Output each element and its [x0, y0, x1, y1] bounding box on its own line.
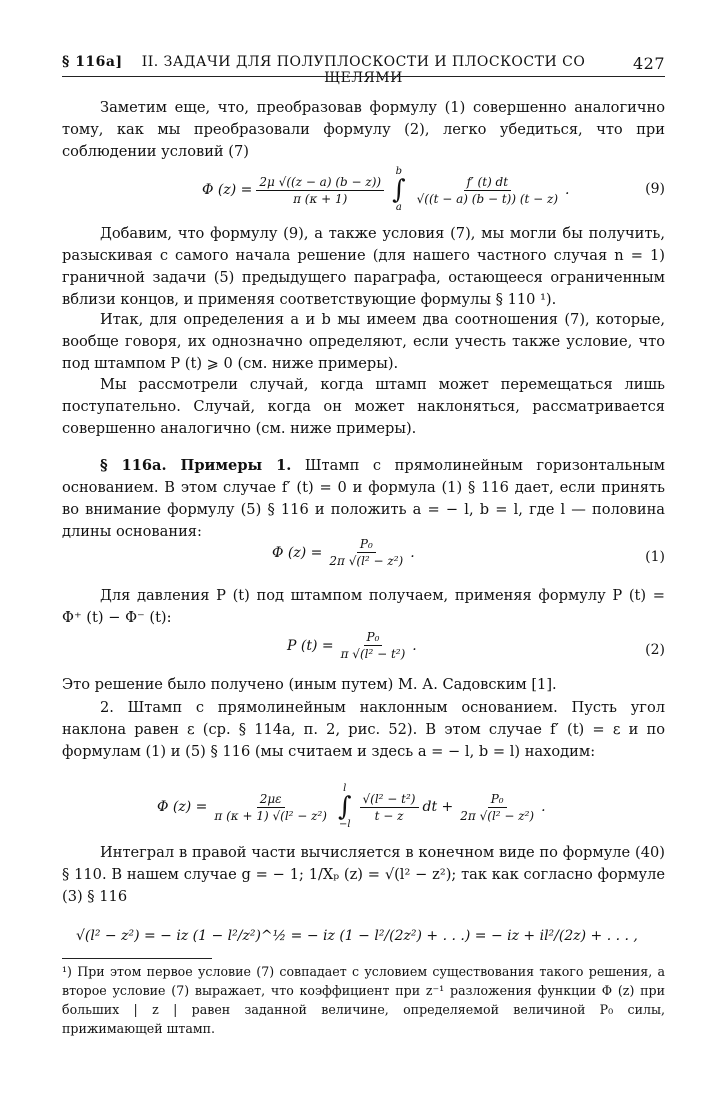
page-number: 427: [632, 54, 665, 73]
paragraph-1: Заметим еще, что, преобразовав формулу (1) совершенно аналогично тому, как мы преобразовали формулу (2), легко убедиться, что при соблюдении условий (7): [62, 99, 665, 160]
formula-9-integrand: [414, 175, 561, 206]
integral-2-upper: l: [343, 783, 347, 794]
formula-3-lhs: Φ (z) =: [157, 799, 208, 815]
equation-number-2: (2): [645, 642, 665, 658]
formula-4-expression: √(l² − z²) = − iz (1 − l²/z²)^½ = − iz (1 − l²/(2z²) + . . .) = − iz + il²/(2z) + . . . ,: [76, 928, 638, 944]
header-rule: [62, 76, 665, 77]
formula-1-lhs: Φ (z) =: [272, 544, 323, 561]
footnote: ¹) При этом первое условие (7) совпадает с условием существования такого решения, а второе условие (7) выражает, что коэффициент при z⁻¹ разложения функции Φ (z) при больших | z | равен заданной величине, определяемой величиной P₀ силы, прижимающей штамп.: [62, 964, 665, 1036]
paragraph-4: Мы рассмотрели случай, когда штамп может перемещаться лишь поступательно. Случай, когда он может наклоняться, рассматривается совершенно аналогично (см. ниже примеры).: [62, 376, 665, 437]
formula-4: [62, 924, 665, 954]
equation-number-1: (1): [645, 549, 665, 565]
paragraph-3: Итак, для определения a и b мы имеем два соотношения (7), которые, вообще говоря, их однозначно определяют, если учесть также условие, что под штампом P (t) ⩾ 0 (см. ниже примеры).: [62, 311, 665, 372]
equation-number-9: (9): [645, 181, 665, 197]
header-title: II. ЗАДАЧИ ДЛЯ ПОЛУПЛОСКОСТИ И ПЛОСКОСТИ СО ЩЕЛЯМИ: [141, 54, 586, 86]
formula-3-term-den: 2π √(l² − z²): [460, 808, 535, 823]
formula-9-tail: .: [565, 182, 570, 198]
running-header: [62, 54, 665, 86]
formula-9-lhs: Φ (z) =: [202, 182, 253, 198]
formula-1-tail: .: [410, 544, 415, 561]
formula-2-fraction: [338, 630, 409, 661]
paragraph-9: Интеграл в правой части вычисляется в конечном виде по формуле (40) § 110. В нашем случае g = − 1; 1/Xₚ (z) = √(l² − z²); так как согласно формуле (3) § 116: [62, 844, 665, 905]
paragraph-5: [62, 455, 665, 543]
formula-3-int-num: √(l² − t²): [360, 792, 419, 808]
formula-2-tail: .: [412, 637, 417, 654]
formula-9-coef-den: π (κ + 1): [293, 191, 348, 206]
formula-3-coef: [211, 792, 330, 823]
integral-2-lower: −l: [338, 819, 351, 830]
formula-9-coef: [256, 175, 384, 206]
integral-sign: b ∫ a: [392, 166, 406, 213]
formula-1-fraction: [326, 537, 406, 568]
formula-3-int-den: t − z: [374, 808, 404, 823]
integral-sign-2: l ∫ −l: [337, 783, 352, 830]
formula-1-num: P₀: [357, 537, 376, 553]
header-section: § 116а]: [62, 54, 123, 70]
integral-lower: a: [395, 202, 402, 213]
paragraph-2: Добавим, что формулу (9), а также условия (7), мы могли бы получить, разыскивая с самого начала решение (для нашего частного случая n = 1) граничной задачи (5) предыдущего параграфа, остающееся ограниченным вблизи концов, и применяя соответствующие формулы § 110 ¹).: [62, 225, 665, 308]
formula-1-den: 2π √(l² − z²): [329, 554, 404, 568]
formula-9: [62, 163, 665, 221]
formula-2-den: π √(l² − t²): [340, 647, 406, 661]
paragraph-8: 2. Штамп с прямолинейным наклонным основанием. Пусть угол наклона равен ε (ср. § 114а, п. 2, рис. 52). В этом случае f′ (t) = ε и по формулам (1) и (5) § 116 (мы считаем и здесь a = − l, b = l) находим:: [62, 699, 665, 760]
formula-3-term-num: P₀: [488, 792, 507, 808]
paragraph-5-text: Штамп с прямолинейным горизонтальным основанием. В этом случае f′ (t) = 0 и формула (1) § 116 дает, если принять во внимание формулу (5) § 116 и положить a = − l, b = l, где l — половина длины основания:: [62, 457, 666, 540]
formula-3: [62, 782, 665, 838]
formula-3-tail: .: [541, 799, 546, 815]
formula-9-coef-num: 2μ √((z − a) (b − z)): [256, 175, 384, 191]
formula-9-int-den: √((t − a) (b − t)) (t − z): [416, 191, 559, 206]
integral-upper: b: [395, 166, 403, 177]
formula-3-dt: dt +: [422, 799, 454, 815]
formula-2-num: P₀: [364, 630, 383, 646]
footnote-rule: [62, 958, 212, 959]
section-heading: § 116а. Примеры 1.: [100, 457, 292, 474]
formula-3-coef-num: 2με: [257, 792, 285, 808]
paragraph-6: Для давления P (t) под штампом получаем, применяя формулу P (t) = Φ⁺ (t) − Φ⁻ (t):: [62, 587, 665, 626]
formula-9-int-num: f′ (t) dt: [464, 175, 511, 191]
formula-2-lhs: P (t) =: [287, 637, 334, 654]
formula-3-integrand: [360, 792, 419, 823]
paragraph-7: Это решение было получено (иным путем) М. А. Садовским [1].: [62, 676, 557, 693]
formula-3-coef-den: π (κ + 1) √(l² − z²): [214, 808, 327, 823]
formula-3-term: [457, 792, 537, 823]
